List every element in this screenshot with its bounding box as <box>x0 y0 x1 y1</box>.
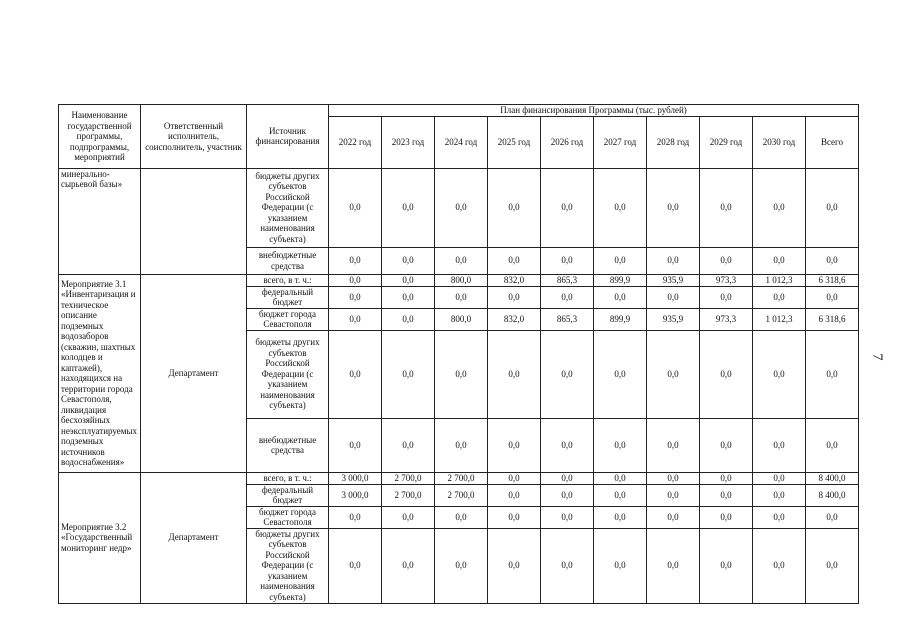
value-cell: 0,0 <box>382 528 435 603</box>
value-cell: 0,0 <box>488 484 541 506</box>
funding-source: бюджет города Севастополя <box>247 506 329 528</box>
header-year: 2023 год <box>382 116 435 168</box>
value-cell: 0,0 <box>435 418 488 472</box>
value-cell: 865,3 <box>541 308 594 330</box>
value-cell: 0,0 <box>541 528 594 603</box>
value-cell: 0,0 <box>329 528 382 603</box>
value-cell: 0,0 <box>435 528 488 603</box>
value-cell: 0,0 <box>382 506 435 528</box>
header-executor: Ответственный исполнитель, соисполнитель, участник <box>141 105 247 169</box>
value-cell: 935,9 <box>647 274 700 286</box>
value-cell: 0,0 <box>753 247 806 274</box>
value-cell: 0,0 <box>435 168 488 247</box>
value-cell: 0,0 <box>329 418 382 472</box>
value-cell: 1 012,3 <box>753 274 806 286</box>
header-year: 2028 год <box>647 116 700 168</box>
funding-source: всего, в т. ч.: <box>247 472 329 484</box>
value-cell: 899,9 <box>594 274 647 286</box>
value-cell: 0,0 <box>753 330 806 418</box>
value-cell: 973,3 <box>700 308 753 330</box>
value-cell: 0,0 <box>753 528 806 603</box>
value-cell: 800,0 <box>435 274 488 286</box>
value-cell: 0,0 <box>488 286 541 308</box>
value-cell: 6 318,6 <box>806 274 859 286</box>
value-cell: 0,0 <box>700 418 753 472</box>
funding-source: внебюджетные средства <box>247 247 329 274</box>
value-cell: 0,0 <box>541 506 594 528</box>
value-cell: 0,0 <box>435 506 488 528</box>
value-cell: 0,0 <box>382 330 435 418</box>
value-cell: 0,0 <box>594 330 647 418</box>
value-cell: 0,0 <box>541 286 594 308</box>
value-cell: 0,0 <box>700 506 753 528</box>
value-cell: 0,0 <box>541 418 594 472</box>
value-cell: 0,0 <box>541 168 594 247</box>
value-cell: 935,9 <box>647 308 700 330</box>
value-cell: 0,0 <box>700 330 753 418</box>
value-cell: 0,0 <box>806 247 859 274</box>
value-cell: 0,0 <box>647 506 700 528</box>
activity-name: минерально-сырьевой базы» <box>59 168 141 274</box>
funding-source: федеральный бюджет <box>247 484 329 506</box>
value-cell: 0,0 <box>753 472 806 484</box>
activity-name: Мероприятие 3.1 «Инвентаризация и техническое описание подземных водозаборов (скважин, шахтных колодцев и каптажей), находящихся на территории города Севастополя, ликвидация бесхозяйных неэксплуатируемых подземных источников водоснабжения» <box>59 274 141 472</box>
table-row <box>59 274 859 286</box>
header-year: 2025 год <box>488 116 541 168</box>
value-cell: 0,0 <box>647 484 700 506</box>
value-cell: 0,0 <box>700 286 753 308</box>
value-cell: 0,0 <box>647 330 700 418</box>
page-number: 7 <box>869 353 885 361</box>
value-cell: 2 700,0 <box>382 472 435 484</box>
value-cell: 3 000,0 <box>329 472 382 484</box>
value-cell: 0,0 <box>594 168 647 247</box>
activity-executor: Департамент <box>141 274 247 472</box>
value-cell: 0,0 <box>435 286 488 308</box>
value-cell: 0,0 <box>541 330 594 418</box>
value-cell: 0,0 <box>806 286 859 308</box>
value-cell: 0,0 <box>806 528 859 603</box>
header-year: 2026 год <box>541 116 594 168</box>
value-cell: 0,0 <box>647 472 700 484</box>
value-cell: 865,3 <box>541 274 594 286</box>
value-cell: 0,0 <box>594 506 647 528</box>
value-cell: 0,0 <box>382 168 435 247</box>
value-cell: 0,0 <box>806 330 859 418</box>
header-year: 2024 год <box>435 116 488 168</box>
value-cell: 0,0 <box>382 308 435 330</box>
header-year: Всего <box>806 116 859 168</box>
value-cell: 0,0 <box>382 247 435 274</box>
value-cell: 0,0 <box>488 472 541 484</box>
activity-name: Мероприятие 3.2 «Государственный мониторинг недр» <box>59 472 141 603</box>
value-cell: 0,0 <box>541 484 594 506</box>
activity-executor <box>141 168 247 274</box>
table-row <box>59 472 859 484</box>
value-cell: 0,0 <box>753 286 806 308</box>
value-cell: 0,0 <box>594 418 647 472</box>
value-cell: 0,0 <box>329 247 382 274</box>
value-cell: 0,0 <box>329 168 382 247</box>
value-cell: 0,0 <box>806 418 859 472</box>
value-cell: 0,0 <box>647 168 700 247</box>
funding-source: всего, в т. ч.: <box>247 274 329 286</box>
value-cell: 0,0 <box>435 247 488 274</box>
value-cell: 0,0 <box>488 168 541 247</box>
value-cell: 0,0 <box>753 168 806 247</box>
value-cell: 0,0 <box>382 286 435 308</box>
value-cell: 0,0 <box>594 472 647 484</box>
value-cell: 0,0 <box>594 528 647 603</box>
value-cell: 0,0 <box>700 528 753 603</box>
header-year: 2022 год <box>329 116 382 168</box>
funding-source: федеральный бюджет <box>247 286 329 308</box>
value-cell: 0,0 <box>647 418 700 472</box>
funding-source: бюджеты других субъектов Российской Федерации (с указанием наименования субъекта) <box>247 168 329 247</box>
value-cell: 8 400,0 <box>806 472 859 484</box>
funding-source: бюджет города Севастополя <box>247 308 329 330</box>
value-cell: 0,0 <box>382 274 435 286</box>
value-cell: 0,0 <box>700 472 753 484</box>
value-cell: 8 400,0 <box>806 484 859 506</box>
header-plan-title: План финансирования Программы (тыс. рублей) <box>329 105 859 117</box>
value-cell: 0,0 <box>700 247 753 274</box>
value-cell: 6 318,6 <box>806 308 859 330</box>
header-year: 2027 год <box>594 116 647 168</box>
value-cell: 899,9 <box>594 308 647 330</box>
value-cell: 973,3 <box>700 274 753 286</box>
value-cell: 0,0 <box>329 506 382 528</box>
value-cell: 0,0 <box>435 330 488 418</box>
value-cell: 0,0 <box>594 484 647 506</box>
value-cell: 0,0 <box>541 247 594 274</box>
value-cell: 0,0 <box>329 286 382 308</box>
value-cell: 0,0 <box>488 528 541 603</box>
value-cell: 0,0 <box>488 506 541 528</box>
value-cell: 2 700,0 <box>382 484 435 506</box>
value-cell: 0,0 <box>700 484 753 506</box>
value-cell: 0,0 <box>753 506 806 528</box>
value-cell: 0,0 <box>806 506 859 528</box>
value-cell: 0,0 <box>329 330 382 418</box>
header-source: Источник финансирования <box>247 105 329 169</box>
value-cell: 0,0 <box>753 484 806 506</box>
funding-source: внебюджетные средства <box>247 418 329 472</box>
value-cell: 0,0 <box>329 274 382 286</box>
funding-source: бюджеты других субъектов Российской Федерации (с указанием наименования субъекта) <box>247 528 329 603</box>
value-cell: 0,0 <box>541 472 594 484</box>
value-cell: 0,0 <box>594 247 647 274</box>
financing-table <box>58 104 859 604</box>
value-cell: 2 700,0 <box>435 484 488 506</box>
value-cell: 0,0 <box>753 418 806 472</box>
header-year: 2030 год <box>753 116 806 168</box>
value-cell: 3 000,0 <box>329 484 382 506</box>
header-program-name: Наименование государственной программы, подпрограммы, мероприятий <box>59 105 141 169</box>
value-cell: 832,0 <box>488 274 541 286</box>
value-cell: 1 012,3 <box>753 308 806 330</box>
header-year: 2029 год <box>700 116 753 168</box>
value-cell: 800,0 <box>435 308 488 330</box>
table-row <box>59 168 859 247</box>
value-cell: 0,0 <box>594 286 647 308</box>
value-cell: 0,0 <box>647 286 700 308</box>
funding-source: бюджеты других субъектов Российской Федерации (с указанием наименования субъекта) <box>247 330 329 418</box>
value-cell: 0,0 <box>700 168 753 247</box>
activity-executor: Департамент <box>141 472 247 603</box>
value-cell: 0,0 <box>382 418 435 472</box>
value-cell: 0,0 <box>647 247 700 274</box>
value-cell: 0,0 <box>647 528 700 603</box>
value-cell: 832,0 <box>488 308 541 330</box>
value-cell: 0,0 <box>806 168 859 247</box>
value-cell: 2 700,0 <box>435 472 488 484</box>
value-cell: 0,0 <box>329 308 382 330</box>
value-cell: 0,0 <box>488 418 541 472</box>
value-cell: 0,0 <box>488 330 541 418</box>
value-cell: 0,0 <box>488 247 541 274</box>
